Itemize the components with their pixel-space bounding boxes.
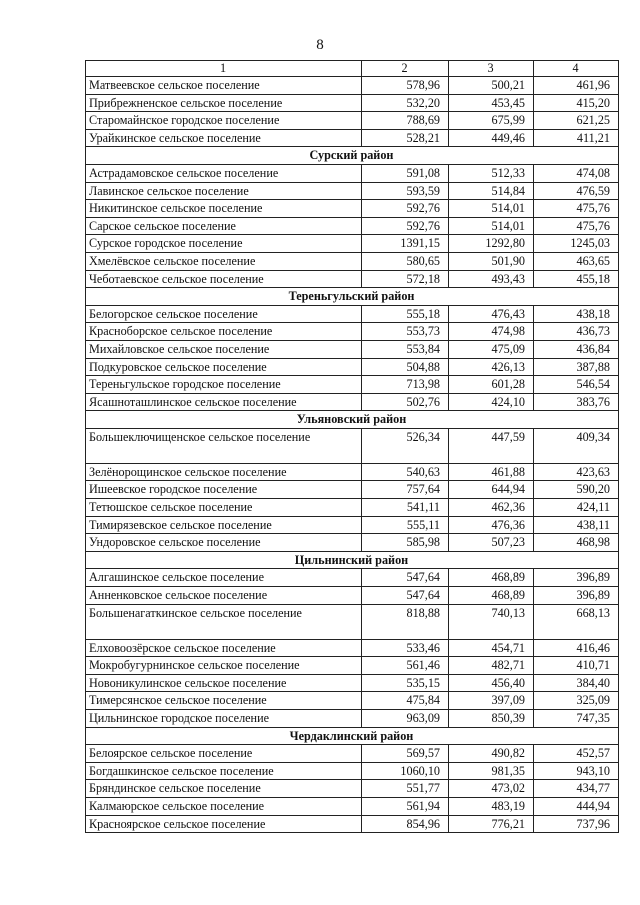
value-col-4: 943,10 — [534, 762, 619, 780]
table-row — [86, 710, 619, 728]
value-col-2: 551,77 — [362, 780, 449, 798]
tariff-table — [85, 60, 619, 833]
value-col-3: 449,46 — [449, 129, 534, 147]
district-header-row — [86, 727, 619, 745]
settlement-name: Алгашинское сельское поселение — [86, 569, 362, 587]
table-row — [86, 604, 619, 639]
table-row — [86, 534, 619, 552]
table-row — [86, 762, 619, 780]
table-row — [86, 569, 619, 587]
table-row — [86, 499, 619, 517]
value-col-2: 532,20 — [362, 94, 449, 112]
value-col-4: 475,76 — [534, 200, 619, 218]
value-col-2: 713,98 — [362, 376, 449, 394]
settlement-name: Тимирязевское сельское поселение — [86, 516, 362, 534]
value-col-2: 963,09 — [362, 710, 449, 728]
table-row — [86, 674, 619, 692]
table-row — [86, 428, 619, 463]
value-col-3: 1292,80 — [449, 235, 534, 253]
value-col-2: 818,88 — [362, 604, 449, 639]
page-number: 8 — [316, 37, 324, 53]
settlement-name: Богдашкинское сельское поселение — [86, 762, 362, 780]
table-row — [86, 815, 619, 833]
value-col-4: 747,35 — [534, 710, 619, 728]
settlement-name: Лавинское сельское поселение — [86, 182, 362, 200]
value-col-3: 507,23 — [449, 534, 534, 552]
value-col-2: 592,76 — [362, 217, 449, 235]
value-col-3: 500,21 — [449, 77, 534, 95]
table-row — [86, 780, 619, 798]
tariff-table-body — [86, 61, 619, 833]
value-col-2: 580,65 — [362, 252, 449, 270]
table-row — [86, 797, 619, 815]
value-col-3: 482,71 — [449, 657, 534, 675]
settlement-name: Красноборское сельское поселение — [86, 323, 362, 341]
value-col-2: 788,69 — [362, 112, 449, 130]
header-cell-2: 2 — [362, 61, 449, 77]
value-col-4: 325,09 — [534, 692, 619, 710]
value-col-2: 578,96 — [362, 77, 449, 95]
settlement-name: Хмелёвское сельское поселение — [86, 252, 362, 270]
value-col-3: 850,39 — [449, 710, 534, 728]
value-col-4: 455,18 — [534, 270, 619, 288]
value-col-4: 436,84 — [534, 340, 619, 358]
value-col-3: 512,33 — [449, 164, 534, 182]
district-name: Цильнинский район — [86, 551, 619, 569]
value-col-2: 502,76 — [362, 393, 449, 411]
value-col-4: 1245,03 — [534, 235, 619, 253]
value-col-3: 475,09 — [449, 340, 534, 358]
value-col-3: 454,71 — [449, 639, 534, 657]
value-col-2: 1391,15 — [362, 235, 449, 253]
value-col-3: 776,21 — [449, 815, 534, 833]
value-col-4: 411,21 — [534, 129, 619, 147]
value-col-4: 384,40 — [534, 674, 619, 692]
settlement-name: Матвеевское сельское поселение — [86, 77, 362, 95]
settlement-name: Тимерсянское сельское поселение — [86, 692, 362, 710]
table-row — [86, 340, 619, 358]
value-col-2: 553,73 — [362, 323, 449, 341]
value-col-4: 438,11 — [534, 516, 619, 534]
table-row — [86, 235, 619, 253]
value-col-2: 535,15 — [362, 674, 449, 692]
settlement-name: Белогорское сельское поселение — [86, 305, 362, 323]
value-col-2: 569,57 — [362, 745, 449, 763]
value-col-4: 474,08 — [534, 164, 619, 182]
settlement-name: Ишеевское городское поселение — [86, 481, 362, 499]
value-col-4: 436,73 — [534, 323, 619, 341]
value-col-3: 493,43 — [449, 270, 534, 288]
district-header-row — [86, 551, 619, 569]
value-col-2: 555,11 — [362, 516, 449, 534]
table-row — [86, 393, 619, 411]
value-col-2: 1060,10 — [362, 762, 449, 780]
settlement-name: Никитинское сельское поселение — [86, 200, 362, 218]
table-row — [86, 639, 619, 657]
value-col-3: 426,13 — [449, 358, 534, 376]
value-col-3: 462,36 — [449, 499, 534, 517]
value-col-3: 675,99 — [449, 112, 534, 130]
settlement-name: Красноярское сельское поселение — [86, 815, 362, 833]
settlement-name: Сарское сельское поселение — [86, 217, 362, 235]
value-col-2: 475,84 — [362, 692, 449, 710]
value-col-2: 553,84 — [362, 340, 449, 358]
district-header-row — [86, 288, 619, 306]
value-col-4: 546,54 — [534, 376, 619, 394]
table-row — [86, 463, 619, 481]
value-col-2: 593,59 — [362, 182, 449, 200]
value-col-2: 528,21 — [362, 129, 449, 147]
settlement-name: Старомайнское городское поселение — [86, 112, 362, 130]
value-col-3: 476,36 — [449, 516, 534, 534]
value-col-2: 555,18 — [362, 305, 449, 323]
value-col-3: 447,59 — [449, 428, 534, 463]
value-col-4: 444,94 — [534, 797, 619, 815]
table-row — [86, 164, 619, 182]
table-row — [86, 376, 619, 394]
value-col-3: 483,19 — [449, 797, 534, 815]
settlement-name: Мокробугурнинское сельское поселение — [86, 657, 362, 675]
table-row — [86, 112, 619, 130]
value-col-4: 668,13 — [534, 604, 619, 639]
settlement-name: Тереньгульское городское поселение — [86, 376, 362, 394]
table-row — [86, 745, 619, 763]
value-col-2: 572,18 — [362, 270, 449, 288]
header-cell-4: 4 — [534, 61, 619, 77]
value-col-2: 561,94 — [362, 797, 449, 815]
table-row — [86, 129, 619, 147]
value-col-4: 461,96 — [534, 77, 619, 95]
settlement-name: Ясашноташлинское сельское поселение — [86, 393, 362, 411]
settlement-name: Ундоровское сельское поселение — [86, 534, 362, 552]
table-row — [86, 217, 619, 235]
value-col-4: 387,88 — [534, 358, 619, 376]
settlement-name: Елховоозёрское сельское поселение — [86, 639, 362, 657]
value-col-3: 601,28 — [449, 376, 534, 394]
value-col-4: 409,34 — [534, 428, 619, 463]
value-col-4: 468,98 — [534, 534, 619, 552]
district-header-row — [86, 147, 619, 165]
table-row — [86, 305, 619, 323]
value-col-3: 740,13 — [449, 604, 534, 639]
value-col-2: 504,88 — [362, 358, 449, 376]
settlement-name: Анненковское сельское поселение — [86, 587, 362, 605]
value-col-3: 468,89 — [449, 587, 534, 605]
value-col-3: 473,02 — [449, 780, 534, 798]
value-col-4: 424,11 — [534, 499, 619, 517]
value-col-3: 514,84 — [449, 182, 534, 200]
value-col-4: 476,59 — [534, 182, 619, 200]
table-row — [86, 481, 619, 499]
value-col-4: 475,76 — [534, 217, 619, 235]
value-col-4: 423,63 — [534, 463, 619, 481]
table-row — [86, 692, 619, 710]
value-col-2: 591,08 — [362, 164, 449, 182]
settlement-name: Калмаюрское сельское поселение — [86, 797, 362, 815]
value-col-4: 396,89 — [534, 587, 619, 605]
settlement-name: Астрадамовское сельское поселение — [86, 164, 362, 182]
settlement-name: Михайловское сельское поселение — [86, 340, 362, 358]
table-row — [86, 77, 619, 95]
value-col-3: 981,35 — [449, 762, 534, 780]
table-row — [86, 657, 619, 675]
table-row — [86, 182, 619, 200]
value-col-4: 621,25 — [534, 112, 619, 130]
value-col-3: 476,43 — [449, 305, 534, 323]
settlement-name: Новоникулинское сельское поселение — [86, 674, 362, 692]
value-col-4: 396,89 — [534, 569, 619, 587]
value-col-4: 438,18 — [534, 305, 619, 323]
table-row — [86, 252, 619, 270]
table-row — [86, 323, 619, 341]
table-row — [86, 94, 619, 112]
value-col-2: 547,64 — [362, 587, 449, 605]
settlement-name: Тетюшское сельское поселение — [86, 499, 362, 517]
district-name: Чердаклинский район — [86, 727, 619, 745]
settlement-name: Зелёнорощинское сельское поселение — [86, 463, 362, 481]
settlement-name: Урайкинское сельское поселение — [86, 129, 362, 147]
value-col-2: 540,63 — [362, 463, 449, 481]
value-col-3: 514,01 — [449, 217, 534, 235]
value-col-4: 410,71 — [534, 657, 619, 675]
header-cell-3: 3 — [449, 61, 534, 77]
settlement-name: Цильнинское городское поселение — [86, 710, 362, 728]
value-col-3: 424,10 — [449, 393, 534, 411]
settlement-name: Подкуровское сельское поселение — [86, 358, 362, 376]
value-col-4: 383,76 — [534, 393, 619, 411]
settlement-name: Чеботаевское сельское поселение — [86, 270, 362, 288]
value-col-3: 514,01 — [449, 200, 534, 218]
value-col-3: 461,88 — [449, 463, 534, 481]
value-col-4: 452,57 — [534, 745, 619, 763]
value-col-2: 592,76 — [362, 200, 449, 218]
value-col-2: 526,34 — [362, 428, 449, 463]
district-name: Ульяновский район — [86, 411, 619, 429]
table-row — [86, 200, 619, 218]
settlement-name: Белоярское сельское поселение — [86, 745, 362, 763]
value-col-3: 397,09 — [449, 692, 534, 710]
settlement-name: Бряндинское сельское поселение — [86, 780, 362, 798]
value-col-2: 533,46 — [362, 639, 449, 657]
district-name: Сурский район — [86, 147, 619, 165]
header-cell-1: 1 — [86, 61, 362, 77]
value-col-4: 737,96 — [534, 815, 619, 833]
value-col-2: 854,96 — [362, 815, 449, 833]
value-col-3: 474,98 — [449, 323, 534, 341]
table-row — [86, 587, 619, 605]
table-row — [86, 270, 619, 288]
value-col-3: 453,45 — [449, 94, 534, 112]
value-col-3: 456,40 — [449, 674, 534, 692]
district-name: Тереньгульский район — [86, 288, 619, 306]
table-row — [86, 358, 619, 376]
district-header-row — [86, 411, 619, 429]
value-col-3: 501,90 — [449, 252, 534, 270]
value-col-3: 468,89 — [449, 569, 534, 587]
settlement-name: Большенагаткинское сельское поселение — [86, 604, 362, 639]
value-col-2: 757,64 — [362, 481, 449, 499]
settlement-name: Сурское городское поселение — [86, 235, 362, 253]
value-col-2: 541,11 — [362, 499, 449, 517]
value-col-3: 490,82 — [449, 745, 534, 763]
value-col-2: 585,98 — [362, 534, 449, 552]
table-row — [86, 516, 619, 534]
settlement-name: Прибрежненское сельское поселение — [86, 94, 362, 112]
value-col-2: 561,46 — [362, 657, 449, 675]
value-col-4: 415,20 — [534, 94, 619, 112]
value-col-2: 547,64 — [362, 569, 449, 587]
value-col-4: 434,77 — [534, 780, 619, 798]
value-col-4: 416,46 — [534, 639, 619, 657]
value-col-4: 590,20 — [534, 481, 619, 499]
value-col-4: 463,65 — [534, 252, 619, 270]
value-col-3: 644,94 — [449, 481, 534, 499]
settlement-name: Большеключищенское сельское поселение — [86, 428, 362, 463]
header-row — [86, 61, 619, 77]
